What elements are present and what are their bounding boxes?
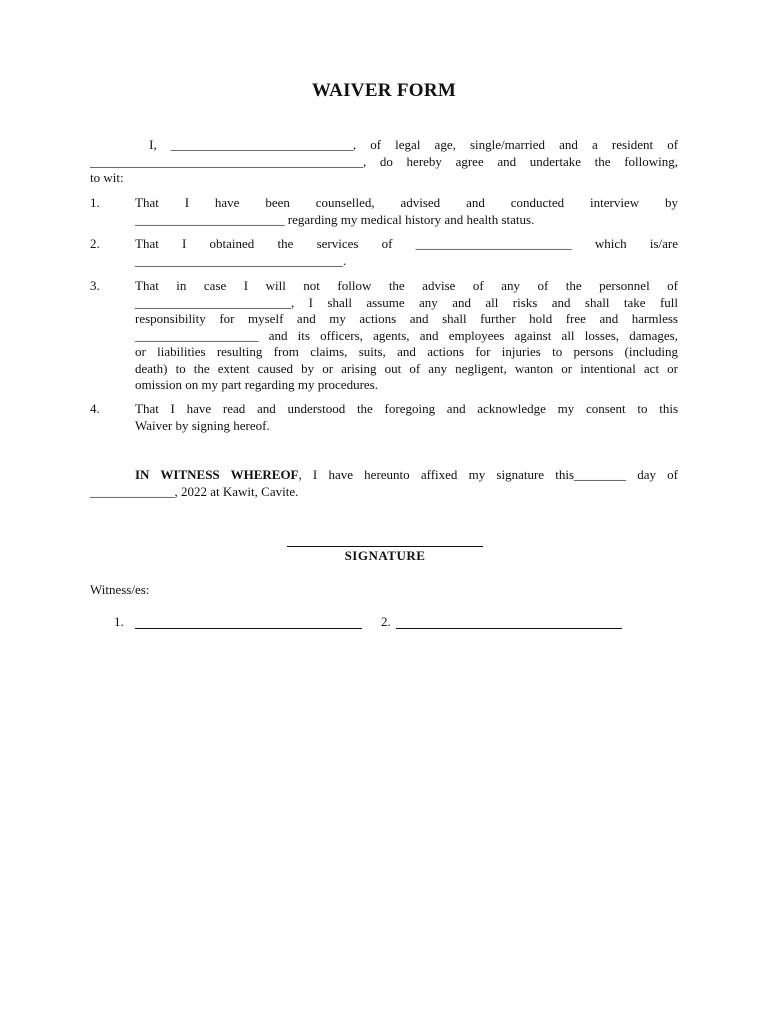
witness-2-line[interactable] [396,628,622,629]
item-number: 3. [90,278,100,293]
item-line: ________________________, I shall assume any and all risks and shall take full [135,294,678,310]
name-blank[interactable]: ____________________________, [170,137,357,152]
witness-clause-line-2: _____________, 2022 at Kawit, Cavite. [90,483,299,499]
item-number: 1. [90,195,100,210]
item-line: That I have read and understood the foregoing and acknowledge my consent to this [135,401,678,416]
item-number: 2. [90,236,100,251]
item-line: That in case I will not follow the advise of any of the personnel of [135,278,678,293]
witness-clause-line-1 [90,467,678,484]
intro-text-1: of legal age, single/married and a resident of [370,137,678,152]
item-line: _______________________ regarding my medical history and health status. [135,211,535,227]
item-line: That I obtained the services of ________________________ which is/are [135,236,678,251]
witness-clause-heading: IN WITNESS WHEREOF [135,467,299,482]
item-line: death) to the extent caused by or arising out of any negligent, wanton or intentional act or [135,360,678,376]
item-line: That I have been counselled, advised and conducted interview by [135,195,678,210]
intro-line-1 [90,137,678,154]
item-line: Waiver by signing hereof. [135,417,270,433]
intro-text-2: do hereby agree and undertake the following, [379,153,678,169]
intro-pronoun: I, [149,137,157,152]
witness-2-number: 2. [381,614,391,629]
item-line: or liabilities resulting from claims, suits, and actions for injuries to persons (including [135,344,678,359]
intro-line-3: to wit: [90,170,124,185]
item-2-text [135,236,678,269]
item-number: 4. [90,401,100,416]
item-line: ___________________ and its officers, agents, and employees against all losses, damages, [135,327,678,343]
witness-clause [90,467,678,500]
item-line: responsibility for myself and my actions and shall further hold free and harmless [135,311,678,326]
item-4-text [135,401,678,434]
signature-label: SIGNATURE [344,548,426,563]
item-line: omission on my part regarding my procedures. [135,377,378,392]
intro-line-2 [90,154,678,171]
item-line: ________________________________. [135,252,347,268]
document-title: WAIVER FORM [311,80,457,101]
witness-1-number: 1. [114,614,124,629]
item-3-text [135,278,678,394]
residence-blank[interactable]: __________________________________________, [90,153,367,169]
intro-paragraph [90,137,678,187]
signature-line[interactable] [287,546,483,547]
witness-1-line[interactable] [135,628,362,629]
item-1-text [135,195,678,228]
witnesses-label: Witness/es: [90,582,150,597]
witness-clause-text: , I have hereunto affixed my signature this________ day of [298,467,678,482]
